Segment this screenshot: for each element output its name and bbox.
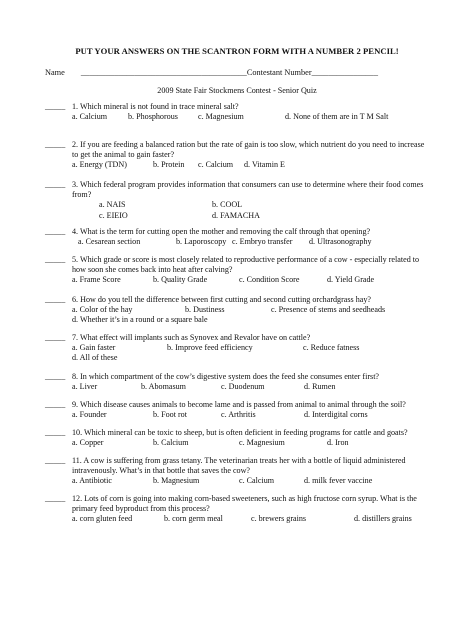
option-b[interactable]: b. Improve feed efficiency (167, 343, 253, 353)
name-line (45, 68, 378, 77)
question-stem: 6. How do you tell the difference between first cutting and second cutting orchardgrass hay? (72, 295, 371, 304)
question-stem: 10. Which mineral can be toxic to sheep, but is often deficient in feeding programs for cattle and goats? (72, 428, 408, 437)
option-c[interactable]: c. brewers grains (251, 514, 307, 524)
option-d[interactable]: d. Rumen (304, 382, 336, 392)
option-b[interactable]: b. Phosphorous (128, 112, 178, 122)
answer-blank[interactable]: _____ (45, 456, 66, 465)
question-stem: 12. Lots of corn is going into making corn-based sweeteners, such as high fructose corn syrup. What is the primary feed byproduct from this process? (72, 494, 417, 514)
option-b[interactable]: b. Laporoscopy (176, 237, 227, 247)
option-c[interactable]: c. Presence of stems and seedheads (271, 305, 386, 315)
question-options (72, 305, 430, 315)
option-a[interactable]: a. Frame Score (72, 275, 121, 285)
option-b[interactable]: b. Calcium (153, 438, 189, 448)
option-b[interactable]: b. Foot rot (153, 410, 187, 420)
answer-blank[interactable]: _____ (45, 140, 66, 149)
question-options (72, 438, 430, 448)
option-c[interactable]: c. Condition Score (239, 275, 300, 285)
question-stem: 3. Which federal program provides information that consumers can use to determine where their food comes from? (72, 180, 424, 200)
option-a[interactable]: a. Calcium (72, 112, 108, 122)
question-options (72, 112, 430, 122)
question-10 (45, 428, 430, 448)
question-stem: 7. What effect will implants such as Synovex and Revalor have on cattle? (72, 333, 311, 342)
option-b[interactable]: b. corn germ meal (164, 514, 223, 524)
option-c[interactable]: c. EIEIO (99, 210, 128, 220)
option-b[interactable]: b. Dustiness (185, 305, 225, 315)
answer-blank[interactable]: _____ (45, 400, 66, 409)
option-c[interactable]: c. Magnesium (198, 112, 244, 122)
option-a[interactable]: a. NAIS (99, 200, 126, 210)
option-b[interactable]: b. Quality Grade (153, 275, 208, 285)
option-d[interactable]: d. None of them are in T M Salt (285, 112, 389, 122)
option-a[interactable]: a. Color of the hay (72, 305, 133, 315)
option-c[interactable]: c. Magnesium (239, 438, 285, 448)
answer-blank[interactable]: _____ (45, 227, 66, 236)
question-options (72, 410, 430, 420)
option-a[interactable]: a. Copper (72, 438, 104, 448)
option-b[interactable]: b. Protein (153, 160, 185, 170)
option-c[interactable]: c. Embryo transfer (232, 237, 293, 247)
option-d[interactable]: d. All of these (72, 353, 118, 363)
question-5 (45, 255, 430, 286)
contestant-blank[interactable]: ________________ (311, 68, 378, 77)
question-11 (45, 456, 430, 487)
question-7 (45, 333, 430, 364)
option-b[interactable]: b. COOL (212, 200, 243, 210)
question-stem: 9. Which disease causes animals to become lame and is passed from animal to animal through the soil? (72, 400, 406, 409)
option-c[interactable]: c. Calcium (239, 476, 275, 486)
question-1 (45, 102, 430, 122)
option-d[interactable]: d. Interdigital corns (304, 410, 368, 420)
option-d[interactable]: d. Yield Grade (327, 275, 375, 285)
question-options (72, 476, 430, 486)
question-options (72, 275, 430, 285)
option-c[interactable]: c. Duodenum (221, 382, 265, 392)
question-stem: 4. What is the term for cutting open the mother and removing the calf through that opening? (72, 227, 371, 236)
contestant-label: Contestant Number (246, 68, 312, 77)
question-options-row-2 (72, 211, 430, 221)
option-a[interactable]: a. Antibiotic (72, 476, 113, 486)
name-label: Name (45, 68, 65, 77)
page-header: PUT YOUR ANSWERS ON THE SCANTRON FORM WITH A NUMBER 2 PENCIL! (75, 46, 399, 56)
answer-blank[interactable]: _____ (45, 372, 66, 381)
option-a[interactable]: a. corn gluten feed (72, 514, 133, 524)
option-d[interactable]: d. FAMACHA (212, 210, 260, 220)
question-options (72, 382, 430, 392)
option-d[interactable]: d. milk fever vaccine (304, 476, 373, 486)
question-3 (45, 180, 430, 221)
option-a[interactable]: a. Cesarean section (78, 237, 141, 247)
option-a[interactable]: a. Gain faster (72, 343, 116, 353)
option-c[interactable]: c. Reduce fatness (303, 343, 360, 353)
option-c[interactable]: c. Calcium (198, 160, 234, 170)
question-12 (45, 494, 430, 525)
quiz-subtitle: 2009 State Fair Stockmens Contest - Senior Quiz (157, 86, 317, 95)
answer-blank[interactable]: _____ (45, 494, 66, 503)
question-stem: 11. A cow is suffering from grass tetany. The veterinarian treats her with a bottle of liquid administered intravenously. What’s in that bottle that saves the cow? (72, 456, 406, 476)
question-stem: 2. If you are feeding a balanced ration but the rate of gain is too slow, which nutrient do you need to increase to get the animal to gain faster? (72, 140, 425, 160)
question-options (72, 237, 430, 247)
option-b[interactable]: b. Abomasum (141, 382, 186, 392)
question-stem: 8. In which compartment of the cow’s digestive system does the feed she consumes enter first? (72, 372, 380, 381)
answer-blank[interactable]: _____ (45, 428, 66, 437)
option-c[interactable]: c. Arthritis (221, 410, 256, 420)
question-8 (45, 372, 430, 392)
question-options (72, 200, 430, 210)
question-4 (45, 227, 430, 247)
answer-blank[interactable]: _____ (45, 102, 66, 111)
option-a[interactable]: a. Founder (72, 410, 107, 420)
answer-blank[interactable]: _____ (45, 333, 66, 342)
option-a[interactable]: a. Liver (72, 382, 98, 392)
question-6 (45, 295, 430, 326)
answer-blank[interactable]: _____ (45, 255, 66, 264)
option-d[interactable]: d. distillers grains (354, 514, 412, 524)
question-stem: 5. Which grade or score is most closely related to reproductive performance of a cow - especially related to how soon she comes back into heat after calving? (72, 255, 420, 275)
answer-blank[interactable]: _____ (45, 295, 66, 304)
option-d[interactable]: d. Vitamin E (244, 160, 285, 170)
option-d[interactable]: d. Ultrasonography (309, 237, 372, 247)
question-options (72, 160, 430, 170)
question-options (72, 514, 430, 524)
question-9 (45, 400, 430, 420)
question-stem: 1. Which mineral is not found in trace mineral salt? (72, 102, 239, 111)
option-a[interactable]: a. Energy (TDN) (72, 160, 127, 170)
name-blank[interactable]: ________________________________________ (80, 68, 247, 77)
question-2 (45, 140, 430, 171)
option-d[interactable]: d. Iron (327, 438, 349, 448)
option-d[interactable]: d. Whether it’s in a round or a square bale (72, 315, 208, 325)
option-b[interactable]: b. Magnesium (153, 476, 200, 486)
answer-blank[interactable]: _____ (45, 180, 66, 189)
question-options (72, 343, 430, 353)
